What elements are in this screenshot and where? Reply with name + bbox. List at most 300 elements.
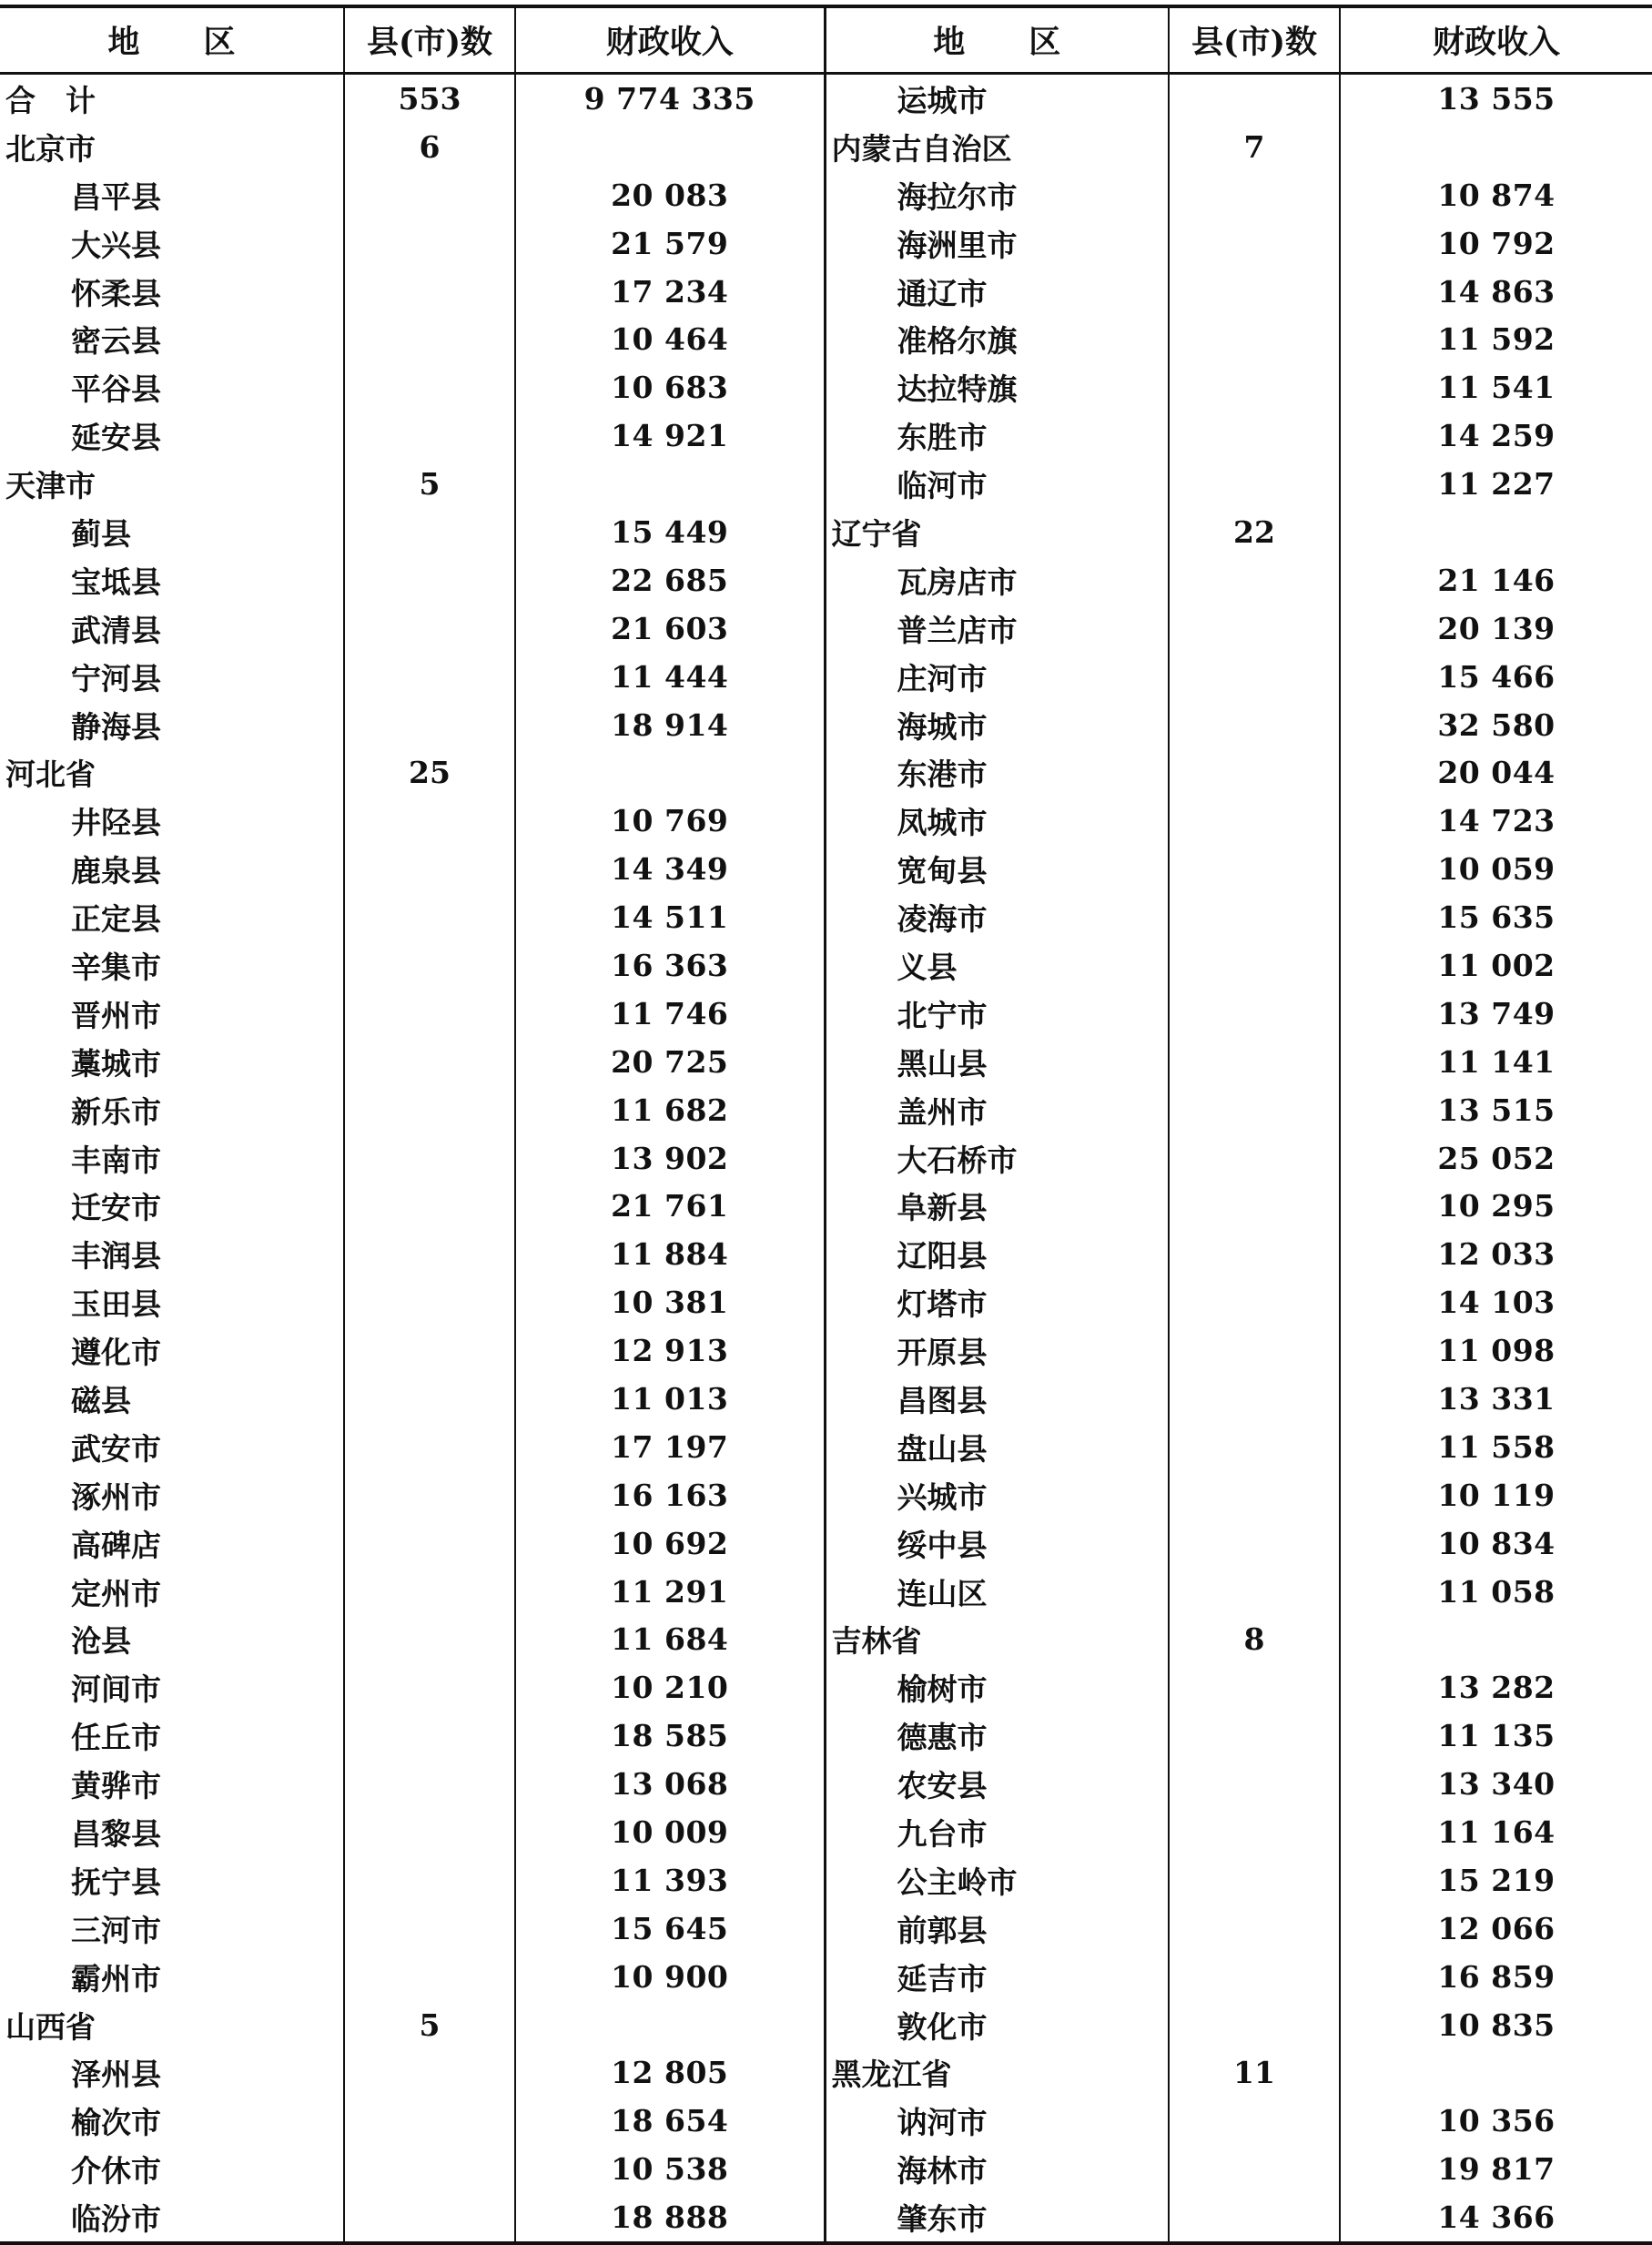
revenue-cell: 15 635 [1340,893,1652,941]
region-cell: 新乐市 [0,1086,344,1134]
revenue-cell: 13 749 [1340,990,1652,1038]
table-row [0,219,1652,268]
revenue-cell: 13 555 [1340,74,1652,123]
table-row [0,556,1652,604]
county-count-cell [1169,1326,1340,1375]
revenue-cell: 16 363 [515,941,825,990]
county-count-cell [344,1568,515,1616]
table-row [0,363,1652,411]
revenue-cell: 17 197 [515,1423,825,1471]
revenue-cell: 10 210 [515,1663,825,1712]
region-cell: 武清县 [0,604,344,653]
revenue-cell: 21 603 [515,604,825,653]
county-count-cell [1169,1712,1340,1760]
region-cell: 昌黎县 [0,1808,344,1856]
region-cell: 连山区 [825,1568,1169,1616]
revenue-cell: 10 356 [1340,2097,1652,2145]
county-count-cell [344,941,515,990]
county-count-cell [1169,2097,1340,2145]
revenue-cell: 11 541 [1340,363,1652,411]
county-count-cell [344,1712,515,1760]
region-cell: 丰南市 [0,1134,344,1183]
region-cell: 合 计 [0,74,344,123]
county-count-cell [344,797,515,845]
table-row [0,1808,1652,1856]
region-cell: 定州市 [0,1568,344,1616]
revenue-cell: 11 558 [1340,1423,1652,1471]
region-cell: 河间市 [0,1663,344,1712]
county-count-cell [1169,1663,1340,1712]
region-cell: 讷河市 [825,2097,1169,2145]
table-row [0,1086,1652,1134]
region-cell: 昌平县 [0,171,344,219]
revenue-cell [1340,2049,1652,2098]
county-count-cell [1169,74,1340,123]
revenue-cell: 10 835 [1340,2001,1652,2049]
header-revenue-left: 财政收入 [515,6,825,74]
revenue-cell [1340,1616,1652,1664]
region-cell: 兴城市 [825,1471,1169,1519]
county-count-cell [344,1375,515,1423]
region-cell: 藁城市 [0,1038,344,1086]
county-count-cell: 5 [344,2001,515,2049]
county-count-cell [1169,845,1340,893]
revenue-cell: 15 466 [1340,653,1652,701]
region-cell: 黄骅市 [0,1760,344,1808]
revenue-cell: 21 146 [1340,556,1652,604]
revenue-cell: 17 234 [515,268,825,316]
region-cell: 海城市 [825,701,1169,749]
county-revenue-table [0,5,1652,2245]
table-row [0,1230,1652,1278]
county-count-cell [344,1134,515,1183]
revenue-cell [515,2001,825,2049]
region-cell: 公主岭市 [825,1856,1169,1905]
county-count-cell [1169,219,1340,268]
county-count-cell [1169,1134,1340,1183]
table-body [0,74,1652,2244]
region-cell: 静海县 [0,701,344,749]
region-cell: 宽甸县 [825,845,1169,893]
region-cell: 瓦房店市 [825,556,1169,604]
revenue-cell: 11 592 [1340,315,1652,363]
county-count-cell [1169,990,1340,1038]
header-region-left: 地 区 [0,6,344,74]
revenue-cell: 10 464 [515,315,825,363]
county-count-cell [344,1808,515,1856]
revenue-cell: 11 058 [1340,1568,1652,1616]
region-cell: 辽阳县 [825,1230,1169,1278]
region-cell: 海洲里市 [825,219,1169,268]
county-count-cell [1169,604,1340,653]
county-count-cell [344,893,515,941]
revenue-cell: 12 066 [1340,1905,1652,1953]
region-cell: 东胜市 [825,411,1169,460]
revenue-cell: 10 792 [1340,219,1652,268]
revenue-cell: 11 002 [1340,941,1652,990]
county-count-cell: 7 [1169,123,1340,171]
county-count-cell [1169,1423,1340,1471]
revenue-cell: 10 692 [515,1519,825,1568]
table-row [0,1856,1652,1905]
revenue-cell: 9 774 335 [515,74,825,123]
region-cell: 天津市 [0,460,344,508]
county-count-cell [344,1471,515,1519]
header-row [0,6,1652,74]
region-cell: 介休市 [0,2145,344,2193]
county-count-cell [344,1038,515,1086]
revenue-cell: 10 009 [515,1808,825,1856]
revenue-cell: 13 331 [1340,1375,1652,1423]
revenue-cell: 18 888 [515,2193,825,2243]
region-cell: 北京市 [0,123,344,171]
county-count-cell [1169,268,1340,316]
region-cell: 盖州市 [825,1086,1169,1134]
county-count-cell [344,653,515,701]
county-count-cell [344,508,515,556]
revenue-cell: 11 684 [515,1616,825,1664]
region-cell: 阜新县 [825,1182,1169,1230]
region-cell: 山西省 [0,2001,344,2049]
revenue-cell: 20 725 [515,1038,825,1086]
table-row [0,990,1652,1038]
region-cell: 准格尔旗 [825,315,1169,363]
county-count-cell [344,701,515,749]
table-row [0,1182,1652,1230]
revenue-cell: 10 295 [1340,1182,1652,1230]
revenue-cell: 10 769 [515,797,825,845]
revenue-cell: 32 580 [1340,701,1652,749]
revenue-cell: 15 645 [515,1905,825,1953]
table-row [0,1423,1652,1471]
revenue-cell: 11 884 [515,1230,825,1278]
region-cell: 磁县 [0,1375,344,1423]
region-cell: 井陉县 [0,797,344,845]
region-cell: 抚宁县 [0,1856,344,1905]
county-count-cell [1169,363,1340,411]
county-count-cell [1169,1905,1340,1953]
table-row [0,1568,1652,1616]
revenue-cell: 14 723 [1340,797,1652,845]
region-cell: 蓟县 [0,508,344,556]
revenue-cell: 10 900 [515,1953,825,2001]
county-count-cell: 6 [344,123,515,171]
region-cell: 密云县 [0,315,344,363]
revenue-cell: 13 068 [515,1760,825,1808]
revenue-cell: 13 282 [1340,1663,1652,1712]
region-cell: 庄河市 [825,653,1169,701]
region-cell: 泽州县 [0,2049,344,2098]
county-count-cell [1169,1278,1340,1326]
region-cell: 平谷县 [0,363,344,411]
revenue-cell: 11 444 [515,653,825,701]
table-row [0,123,1652,171]
revenue-cell [515,123,825,171]
revenue-cell: 18 914 [515,701,825,749]
revenue-cell: 14 103 [1340,1278,1652,1326]
region-cell: 大石桥市 [825,1134,1169,1183]
revenue-cell: 10 119 [1340,1471,1652,1519]
county-count-cell [344,2049,515,2098]
county-count-cell [1169,1519,1340,1568]
county-count-cell [1169,797,1340,845]
revenue-cell: 18 654 [515,2097,825,2145]
revenue-cell: 11 135 [1340,1712,1652,1760]
region-cell: 通辽市 [825,268,1169,316]
region-cell: 辽宁省 [825,508,1169,556]
region-cell: 宝坻县 [0,556,344,604]
county-count-cell [344,1278,515,1326]
region-cell: 延安县 [0,411,344,460]
county-count-cell [1169,411,1340,460]
revenue-cell: 11 746 [515,990,825,1038]
revenue-cell: 13 902 [515,1134,825,1183]
region-cell: 晋州市 [0,990,344,1038]
revenue-cell [515,460,825,508]
county-count-cell [1169,941,1340,990]
county-count-cell: 25 [344,748,515,797]
county-count-cell: 5 [344,460,515,508]
revenue-cell: 12 805 [515,2049,825,2098]
county-count-cell [1169,2145,1340,2193]
region-cell: 肇东市 [825,2193,1169,2243]
revenue-cell: 11 141 [1340,1038,1652,1086]
table-row [0,604,1652,653]
county-count-cell [344,1423,515,1471]
region-cell: 开原县 [825,1326,1169,1375]
county-count-cell [1169,2001,1340,2049]
county-count-cell [1169,1471,1340,1519]
county-count-cell [344,2193,515,2243]
region-cell: 九台市 [825,1808,1169,1856]
revenue-cell: 14 366 [1340,2193,1652,2243]
revenue-cell: 13 340 [1340,1760,1652,1808]
region-cell: 大兴县 [0,219,344,268]
county-count-cell [344,411,515,460]
revenue-cell: 10 834 [1340,1519,1652,1568]
table-row [0,1326,1652,1375]
revenue-cell [515,748,825,797]
county-count-cell [1169,893,1340,941]
region-cell: 黑山县 [825,1038,1169,1086]
county-count-cell [1169,556,1340,604]
county-count-cell [344,268,515,316]
revenue-cell: 20 044 [1340,748,1652,797]
county-count-cell [1169,1086,1340,1134]
region-cell: 德惠市 [825,1712,1169,1760]
county-count-cell [344,1663,515,1712]
revenue-cell: 10 538 [515,2145,825,2193]
table-row [0,1712,1652,1760]
region-cell: 延吉市 [825,1953,1169,2001]
revenue-cell: 20 139 [1340,604,1652,653]
county-count-cell [344,1230,515,1278]
region-cell: 霸州市 [0,1953,344,2001]
revenue-cell: 11 227 [1340,460,1652,508]
revenue-cell: 12 033 [1340,1230,1652,1278]
table-row [0,508,1652,556]
county-count-cell [1169,1856,1340,1905]
county-count-cell [1169,1038,1340,1086]
revenue-cell: 21 579 [515,219,825,268]
county-count-cell [344,845,515,893]
county-count-cell [344,171,515,219]
county-count-cell [344,2097,515,2145]
table-row [0,2049,1652,2098]
county-count-cell [344,219,515,268]
revenue-cell: 16 859 [1340,1953,1652,2001]
region-cell: 北宁市 [825,990,1169,1038]
county-count-cell [1169,1808,1340,1856]
table-row [0,845,1652,893]
region-cell: 黑龙江省 [825,2049,1169,2098]
revenue-cell: 10 683 [515,363,825,411]
table-row [0,653,1652,701]
revenue-cell: 11 098 [1340,1326,1652,1375]
table-row [0,1953,1652,2001]
table-row [0,460,1652,508]
region-cell: 迁安市 [0,1182,344,1230]
region-cell: 沧县 [0,1616,344,1664]
county-count-cell [1169,1760,1340,1808]
county-count-cell [344,363,515,411]
revenue-cell: 11 164 [1340,1808,1652,1856]
table-row [0,1519,1652,1568]
revenue-cell: 10 059 [1340,845,1652,893]
revenue-cell: 12 913 [515,1326,825,1375]
table-row [0,1134,1652,1183]
table-row [0,941,1652,990]
table-row [0,1616,1652,1664]
table-row [0,1760,1652,1808]
revenue-cell: 21 761 [515,1182,825,1230]
header-count-left: 县(市)数 [344,6,515,74]
region-cell: 农安县 [825,1760,1169,1808]
revenue-cell: 20 083 [515,171,825,219]
table-row [0,315,1652,363]
county-count-cell [344,1905,515,1953]
county-count-cell [1169,653,1340,701]
county-count-cell [1169,460,1340,508]
revenue-cell: 14 863 [1340,268,1652,316]
region-cell: 正定县 [0,893,344,941]
table-row [0,1038,1652,1086]
table-row [0,411,1652,460]
revenue-cell: 11 291 [515,1568,825,1616]
revenue-cell: 11 393 [515,1856,825,1905]
revenue-cell: 14 921 [515,411,825,460]
revenue-cell: 11 013 [515,1375,825,1423]
table-row [0,1471,1652,1519]
county-count-cell: 8 [1169,1616,1340,1664]
region-cell: 河北省 [0,748,344,797]
region-cell: 涿州市 [0,1471,344,1519]
revenue-cell [1340,508,1652,556]
region-cell: 遵化市 [0,1326,344,1375]
region-cell: 前郭县 [825,1905,1169,1953]
region-cell: 辛集市 [0,941,344,990]
county-count-cell: 22 [1169,508,1340,556]
revenue-cell: 10 381 [515,1278,825,1326]
revenue-cell: 11 682 [515,1086,825,1134]
revenue-cell: 25 052 [1340,1134,1652,1183]
county-count-cell [1169,1375,1340,1423]
region-cell: 吉林省 [825,1616,1169,1664]
county-count-cell [1169,315,1340,363]
county-count-cell [344,1616,515,1664]
county-count-cell [344,315,515,363]
county-count-cell [344,1953,515,2001]
region-cell: 武安市 [0,1423,344,1471]
region-cell: 绥中县 [825,1519,1169,1568]
table-row [0,1375,1652,1423]
revenue-cell: 19 817 [1340,2145,1652,2193]
region-cell: 昌图县 [825,1375,1169,1423]
region-cell: 达拉特旗 [825,363,1169,411]
revenue-cell: 15 449 [515,508,825,556]
region-cell: 宁河县 [0,653,344,701]
revenue-cell: 18 585 [515,1712,825,1760]
table-row [0,797,1652,845]
table-row [0,2193,1652,2243]
region-cell: 盘山县 [825,1423,1169,1471]
revenue-cell: 22 685 [515,556,825,604]
region-cell: 临汾市 [0,2193,344,2243]
region-cell: 榆树市 [825,1663,1169,1712]
county-count-cell [344,556,515,604]
county-count-cell [1169,748,1340,797]
table-row [0,74,1652,123]
region-cell: 海林市 [825,2145,1169,2193]
table-row [0,2097,1652,2145]
region-cell: 海拉尔市 [825,171,1169,219]
region-cell: 灯塔市 [825,1278,1169,1326]
region-cell: 榆次市 [0,2097,344,2145]
table-row [0,701,1652,749]
table-row [0,2001,1652,2049]
region-cell: 高碑店 [0,1519,344,1568]
region-cell: 丰润县 [0,1230,344,1278]
region-cell: 任丘市 [0,1712,344,1760]
table-row [0,171,1652,219]
table-row [0,748,1652,797]
county-count-cell [1169,1230,1340,1278]
region-cell: 三河市 [0,1905,344,1953]
region-cell: 凌海市 [825,893,1169,941]
county-count-cell [1169,701,1340,749]
county-count-cell: 553 [344,74,515,123]
county-count-cell [344,604,515,653]
header-revenue-right: 财政收入 [1340,6,1652,74]
region-cell: 敦化市 [825,2001,1169,2049]
county-count-cell [344,990,515,1038]
county-count-cell [1169,171,1340,219]
county-count-cell [344,2145,515,2193]
revenue-cell: 14 511 [515,893,825,941]
county-count-cell [344,1519,515,1568]
region-cell: 运城市 [825,74,1169,123]
table-row [0,1663,1652,1712]
header-region-right: 地 区 [825,6,1169,74]
table-row [0,268,1652,316]
county-count-cell [344,1182,515,1230]
table-row [0,1905,1652,1953]
county-count-cell [1169,2193,1340,2243]
county-count-cell [1169,1568,1340,1616]
region-cell: 义县 [825,941,1169,990]
revenue-cell [1340,123,1652,171]
region-cell: 内蒙古自治区 [825,123,1169,171]
